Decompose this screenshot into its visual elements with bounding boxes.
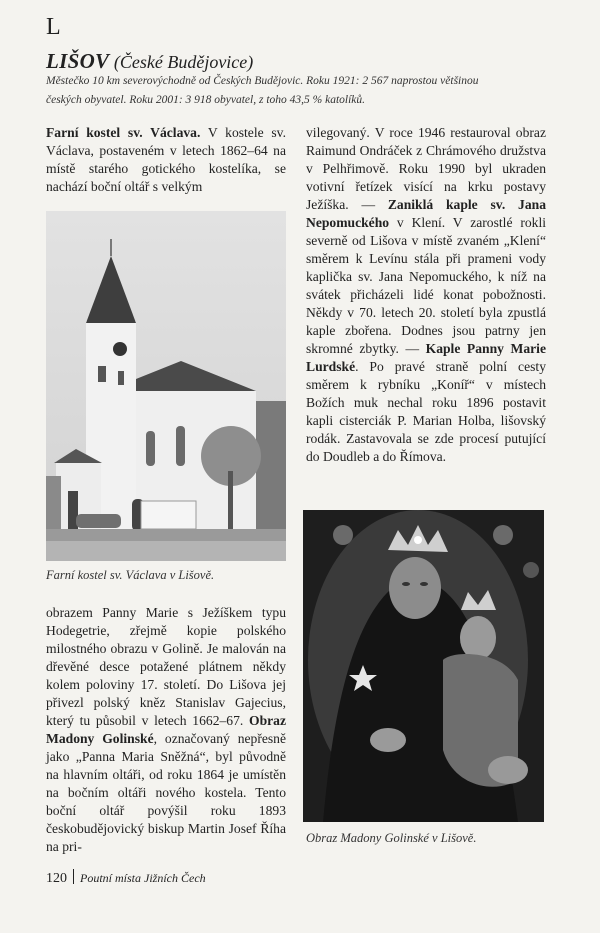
- entry-region: (České Budějovice): [113, 52, 254, 72]
- church-photo-image: [46, 211, 286, 561]
- church-heading: Farní kostel sv. Václava.: [46, 125, 201, 140]
- paragraph-church: [46, 124, 286, 196]
- madonna-heading: Obraz Madony Golinské: [46, 713, 286, 746]
- church-caption: Farní kostel sv. Václava v Lišově.: [46, 568, 215, 582]
- page-footer: [46, 869, 206, 887]
- madonna-text-2: , označovaný nepřesně jako „Panna Maria Sněžná“, byl původně na hlavním oltáři, od roku 1864 je umístěn na bočním oltáři nového kostela. Tento boční oltář povýšil roku 1893 českobudějovický biskup Martin Josef Říha na pri-: [46, 731, 287, 854]
- entry-title: LIŠOV: [46, 49, 110, 73]
- church-photo: [46, 211, 286, 561]
- madonna-painting: [303, 510, 544, 822]
- right-column: [306, 124, 546, 466]
- madonna-painting-image: [303, 510, 544, 822]
- entry-intro: [46, 72, 556, 109]
- madonna-text-1: obrazem Panny Marie s Ježíškem typu Hodegetrie, zřejmě kopie polského milostného obrazu v Golině. Je malován na dřevěné desce potažené plátnem někdy kolem poloviny 17. století. Do Lišova jej přivezl polský kněz Stanislav Gajecius, který tu působil v letech 1662–67.: [46, 605, 286, 728]
- chapel-lourdes-heading: Kaple Panny Marie Lurdské: [306, 341, 546, 374]
- entry-heading: [46, 49, 253, 74]
- right-text-3: . Po pravé straně polní cesty směrem k rybníku „Koníř“ v místech Božích muk nechal roku 1896 postavit kapli cisterciák P. Marian Holba, lišovský rodák. Zastavovala se zde procesí putující do Doudleb a do Římova.: [306, 359, 546, 464]
- section-letter: L: [46, 14, 61, 40]
- intro-line: českých obyvatel. Roku 2001: 3 918 obyvatel, z toho 43,5 % katolíků.: [46, 93, 366, 106]
- right-text-2: v Klení. V zarostlé rokli severně od Lišova v místě zvaném „Klení“ směrem k Levínu stála při prameni vody kaplička sv. Jana Nepomuckého, k níž na svátek přicházeli lidé konat pobožnosti. Někdy v 70. letech 20. století byla zpustlá kaple zbořena. Dodnes jsou patrny jen skromné zbytky. —: [306, 215, 546, 356]
- page-number: 120: [46, 871, 67, 886]
- footer-divider: [73, 869, 74, 884]
- church-text: V kostele sv. Václava, postaveném v letech 1862–64 na místě starého gotického kostelíka, se nachází boční oltář s velkým: [46, 125, 286, 194]
- left-column-bottom: [46, 604, 286, 856]
- paragraph-right: [306, 124, 546, 466]
- left-column-top: [46, 124, 286, 196]
- right-text-1: vilegovaný. V roce 1946 restauroval obraz Raimund Ondráček z Chrámového družstva v Pelhřimově. Roku 1990 byl ukraden votivní řetízek visící na krku postavy Ježíška. —: [306, 125, 546, 212]
- book-title: Poutní místa Jižních Čech: [80, 871, 206, 885]
- intro-line: Městečko 10 km severovýchodně od Českých Budějovic. Roku 1921: 2 567 naprostou většinou: [46, 75, 479, 87]
- paragraph-madonna: [46, 604, 286, 856]
- chapel-nepomuk-heading: Zaniklá kaple sv. Jana Nepomuckého: [306, 197, 546, 230]
- madonna-caption: Obraz Madony Golinské v Lišově.: [306, 831, 477, 845]
